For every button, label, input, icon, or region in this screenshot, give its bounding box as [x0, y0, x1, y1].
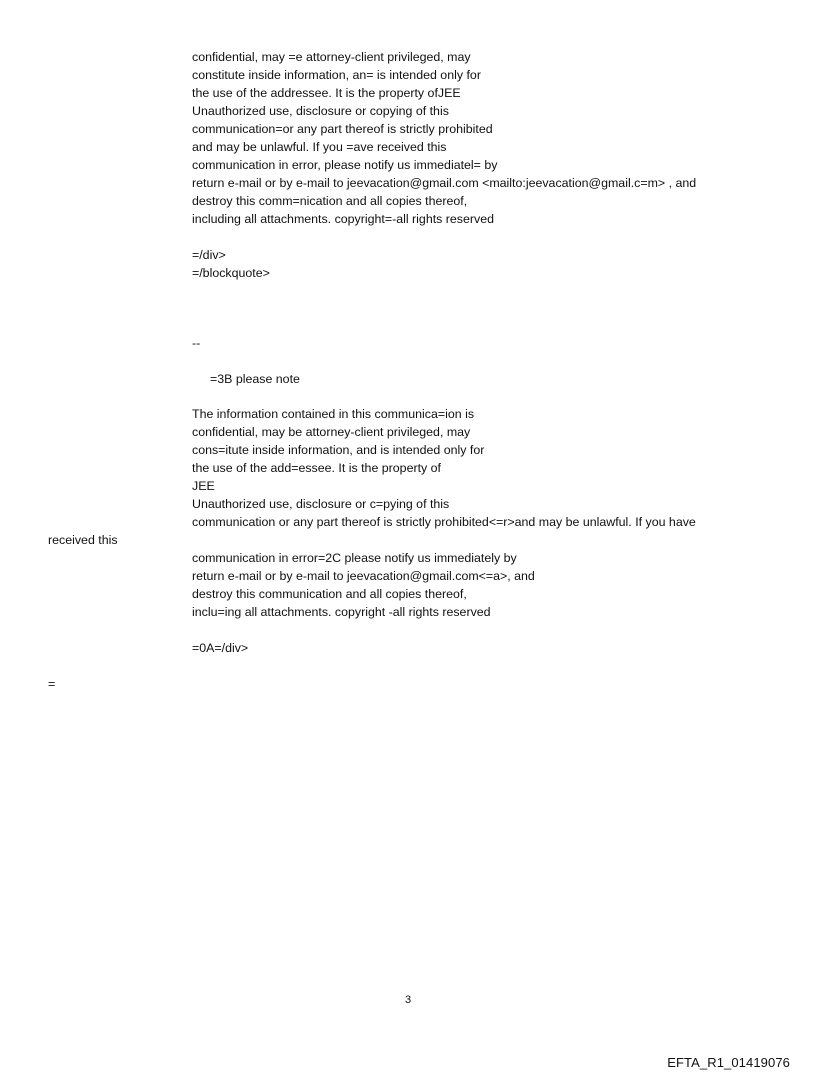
text-line: confidential, may =e attorney-client privileged, may	[192, 50, 471, 64]
email-disclaimer-block-2	[192, 405, 696, 531]
text-line: confidential, may be attorney-client privileged, may	[192, 425, 471, 439]
text-line: Unauthorized use, disclosure or c=pying of this	[192, 497, 450, 511]
text-line: =0A=/div>	[192, 641, 249, 655]
blank-line	[192, 228, 696, 246]
blank-line	[192, 621, 535, 639]
text-line: the use of the add=essee. It is the property of	[192, 461, 442, 475]
text-line: communication in error=2C please notify us immediately by	[192, 551, 517, 565]
text-line: destroy this communication and all copies thereof,	[192, 587, 467, 601]
document-id-footer: EFTA_R1_01419076	[667, 1055, 790, 1070]
text-line: =/div>	[192, 248, 226, 262]
text-line: Unauthorized use, disclosure or copying of this	[192, 104, 449, 118]
text-line: return e-mail or by e-mail to jeevacation@gmail.com <mailto:jeevacation@gmail.c=m> , and	[192, 176, 697, 190]
text-line: and may be unlawful. If you =ave received this	[192, 140, 447, 154]
separator-text: --	[192, 336, 201, 350]
text-line: communication=or any part thereof is strictly prohibited	[192, 122, 493, 136]
text-line: the use of the addressee. It is the property ofJEE	[192, 86, 461, 100]
text-line: JEE	[192, 479, 215, 493]
text-line: The information contained in this communica=ion is	[192, 407, 475, 421]
text-line: constitute inside information, an= is intended only for	[192, 68, 481, 82]
text-line: including all attachments. copyright=-all rights reserved	[192, 212, 494, 226]
text-line: inclu=ing all attachments. copyright -all rights reserved	[192, 605, 491, 619]
email-disclaimer-block-3	[192, 549, 535, 657]
trailing-equals: =	[48, 677, 56, 691]
please-note-heading: =3B please note	[210, 372, 300, 386]
text-line: destroy this comm=nication and all copies thereof,	[192, 194, 468, 208]
text-line: communication in error, please notify us immediatel= by	[192, 158, 498, 172]
text-line: communication or any part thereof is strictly prohibited<=r>and may be unlawful. If you have	[192, 515, 696, 529]
text-line: =/blockquote>	[192, 266, 270, 280]
email-disclaimer-block-1	[192, 48, 696, 282]
text-line: cons=itute inside information, and is intended only for	[192, 443, 485, 457]
text-line: return e-mail or by e-mail to jeevacation@gmail.com<=a>, and	[192, 569, 535, 583]
wrapped-text-line: received this	[48, 533, 118, 547]
page-number: 3	[404, 994, 412, 1006]
signature-separator	[192, 334, 200, 352]
